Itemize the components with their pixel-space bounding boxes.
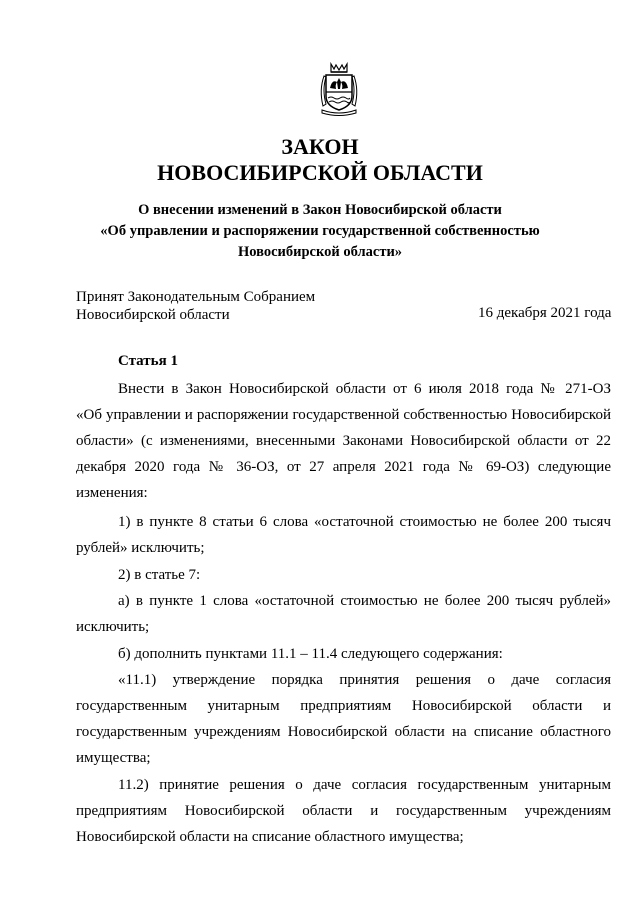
- law-title-line2: НОВОСИБИРСКОЙ ОБЛАСТИ: [157, 160, 483, 185]
- article-line: а) в пункте 1 слова «остаточной стоимостью не более 200 тысяч рублей»: [118, 593, 611, 609]
- novosibirsk-oblast-coat-of-arms-icon: [316, 60, 362, 116]
- article-line: 1) в пункте 8 статьи 6 слова «остаточной стоимостью не более 200 тысяч: [118, 514, 611, 530]
- adoption-block: [76, 288, 315, 324]
- article-line: «11.1) утверждение порядка принятия решения о даче согласия: [118, 672, 611, 688]
- article-line: б) дополнить пунктами 11.1 – 11.4 следующего содержания:: [118, 646, 503, 662]
- law-title-line1: ЗАКОН: [281, 134, 359, 159]
- article-line: 11.2) принятие решения о даче согласия государственным унитарным: [118, 777, 611, 793]
- law-subtitle: [20, 200, 620, 263]
- article-heading: Статья 1: [118, 353, 178, 369]
- subtitle-line: О внесении изменений в Закон Новосибирской области: [138, 202, 502, 218]
- subtitle-line: «Об управлении и распоряжении государственной собственностью: [100, 223, 540, 239]
- article-line: государственным учреждениям Новосибирской области на списание областного: [76, 724, 611, 740]
- article-line: государственным унитарным предприятиям Новосибирской области и: [76, 698, 611, 714]
- article-line: Новосибирской области на списание областного имущества;: [76, 829, 464, 845]
- article-line: декабря 2020 года № 36-ОЗ, от 27 апреля 2021 года № 69-ОЗ) следующие: [76, 459, 611, 475]
- article-line: рублей» исключить;: [76, 540, 205, 556]
- article-line: «Об управлении и распоряжении государственной собственностью Новосибирской: [76, 407, 611, 423]
- adoption-date: 16 декабря 2021 года: [478, 305, 612, 321]
- article-line: изменения:: [76, 485, 148, 501]
- article-line: имущества;: [76, 750, 151, 766]
- article-line: области» (с изменениями, внесенными Законами Новосибирской области от 22: [76, 433, 611, 449]
- subtitle-line: Новосибирской области»: [237, 244, 403, 260]
- adoption-line: Принят Законодательным Собранием: [76, 289, 316, 305]
- article-line: 2) в статье 7:: [118, 567, 201, 583]
- article-line: предприятиям Новосибирской области и государственным учреждениям: [76, 803, 611, 819]
- article-line: исключить;: [76, 619, 150, 635]
- adoption-line: Новосибирской области: [76, 307, 230, 323]
- article-line: Внести в Закон Новосибирской области от 6 июля 2018 года № 271-ОЗ: [118, 381, 611, 397]
